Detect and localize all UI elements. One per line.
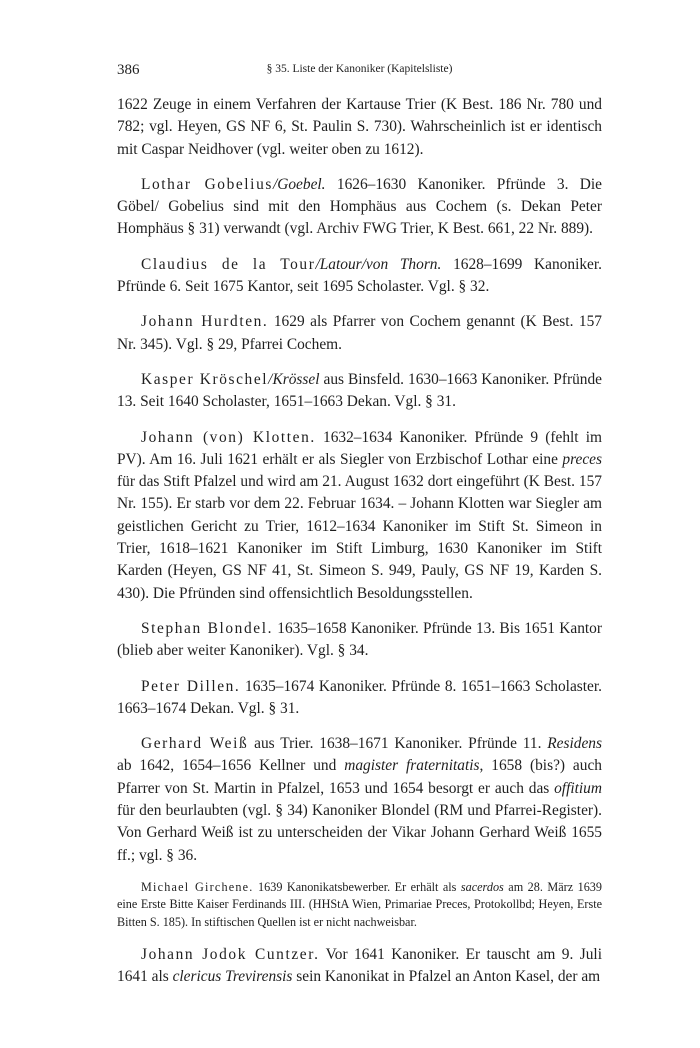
latin-term: sacerdos <box>460 879 504 894</box>
latin-term: magister fraternitatis <box>344 757 480 775</box>
entry-name: Johann Hurdten. <box>141 313 269 331</box>
entry-blondel: Stephan Blondel. 1635–1658 Kanoniker. Pfründe 13. Bis 1651 Kantor (blieb aber weiter Kanoniker). Vgl. § 34. <box>117 619 602 660</box>
page-header <box>117 62 602 82</box>
entry-name: Michael Girchene. <box>141 879 254 894</box>
document-body <box>117 94 602 989</box>
latin-term: offitium <box>554 779 602 797</box>
entry-name: Johann Jodok Cuntzer. <box>141 946 320 964</box>
latin-term: Residens <box>547 735 602 753</box>
entry-variant: /Goebel. <box>272 175 326 193</box>
page-number: 386 <box>117 62 140 78</box>
entry-name: Stephan Blondel. <box>141 619 274 637</box>
entry-name: Lothar Gobelius <box>141 175 273 193</box>
entry-name: Peter Dillen. <box>141 677 241 695</box>
entry-name: Johann (von) Klotten. <box>141 428 316 446</box>
entry-name: Claudius de la Tour <box>141 255 316 273</box>
entry-girchene: Michael Girchene. 1639 Kanonikatsbewerber. Er erhält als sacerdos am 28. März 1639 eine Erste Bitte Kaiser Ferdinands III. (HHStA Wien, Primariae Preces, Protokollbd; Heyen, Erste Bitten S. 185). In stiftischen Quellen ist er nicht nachweisbar. <box>117 879 602 929</box>
entry-kroeschel: Kasper Kröschel/Krössel aus Binsfeld. 1630–1663 Kanoniker. Pfründe 13. Seit 1640 Scholaster, 1651–1663 Dekan. Vgl. § 31. <box>117 370 603 411</box>
entry-name: Gerhard Weiß <box>141 735 249 753</box>
entry-klotten: Johann (von) Klotten. 1632–1634 Kanoniker. Pfründe 9 (fehlt im PV). Am 16. Juli 1621 erhält er als Siegler von Erzbischof Lothar eine preces für das Stift Pfalzel und wird am 21. August 1632 dort eingeführt (K Best. 157 Nr. 155). Er starb vor dem 22. Februar 1634. – Johann Klotten war Siegler am geistlichen Gericht zu Trier, 1612–1634 Kanoniker im Stift St. Simeon in Trier, 1618–1621 Kanoniker im Stift Limburg, 1630 Kanoniker im Stift Karden (Heyen, GS NF 41, St. Simeon S. 949, Pauly, GS NF 19, Karden S. 430). Die Pfründen sind offensichtlich Besoldungsstellen. <box>117 428 602 602</box>
latin-term: preces <box>562 450 602 468</box>
entry-weiss: Gerhard Weiß aus Trier. 1638–1671 Kanoniker. Pfründe 11. Residens ab 1642, 1654–1656 Kellner und magister fraternitatis, 1658 (bis?) auch Pfarrer von St. Martin in Pfalzel, 1653 und 1654 besorgt er auch das offitium für den beurlaubten (vgl. § 34) Kanoniker Blondel (RM und Pfarrei-Register). Von Gerhard Weiß ist zu unterscheiden der Vikar Johann Gerhard Weiß 1655 ff.; vgl. § 36. <box>117 735 602 864</box>
entry-dillen: Peter Dillen. 1635–1674 Kanoniker. Pfründe 8. 1651–1663 Scholaster. 1663–1674 Dekan. Vgl. § 31. <box>117 677 602 717</box>
entry-gobelius: Lothar Gobelius/Goebel. 1626–1630 Kanoniker. Pfründe 3. Die Göbel/ Gobelius sind mit den Homphäus aus Cochem (s. Dekan Peter Homphäus § 31) verwandt (vgl. Archiv FWG Trier, K Best. 661, 22 Nr. 889). <box>117 175 602 238</box>
entry-de-la-tour: Claudius de la Tour/Latour/von Thorn. 1628–1699 Kanoniker. Pfründe 6. Seit 1675 Kantor, seit 1695 Scholaster. Vgl. § 32. <box>117 255 602 296</box>
running-title: § 35. Liste der Kanoniker (Kapitelsliste) <box>266 63 453 75</box>
entry-continuation: 1622 Zeuge in einem Verfahren der Kartause Trier (K Best. 186 Nr. 780 und 782; vgl. Heyen, GS NF 6, St. Paulin S. 730). Wahrscheinlich ist er identisch mit Caspar Neidhover (vgl. weiter oben zu 1612). <box>117 96 602 158</box>
latin-term: clericus Trevirensis <box>172 968 293 986</box>
entry-variant: /Krössel <box>268 370 320 388</box>
entry-variant: /Latour/von Thorn. <box>315 255 442 273</box>
entry-name: Kasper Kröschel <box>141 370 269 388</box>
entry-hurdten: Johann Hurdten. 1629 als Pfarrer von Cochem genannt (K Best. 157 Nr. 345). Vgl. § 29, Pfarrei Cochem. <box>117 313 602 353</box>
entry-cuntzer: Johann Jodok Cuntzer. Vor 1641 Kanoniker. Er tauscht am 9. Juli 1641 als clericus Trevirensis sein Kanonikat in Pfalzel an Anton Kasel, der am <box>117 946 602 986</box>
